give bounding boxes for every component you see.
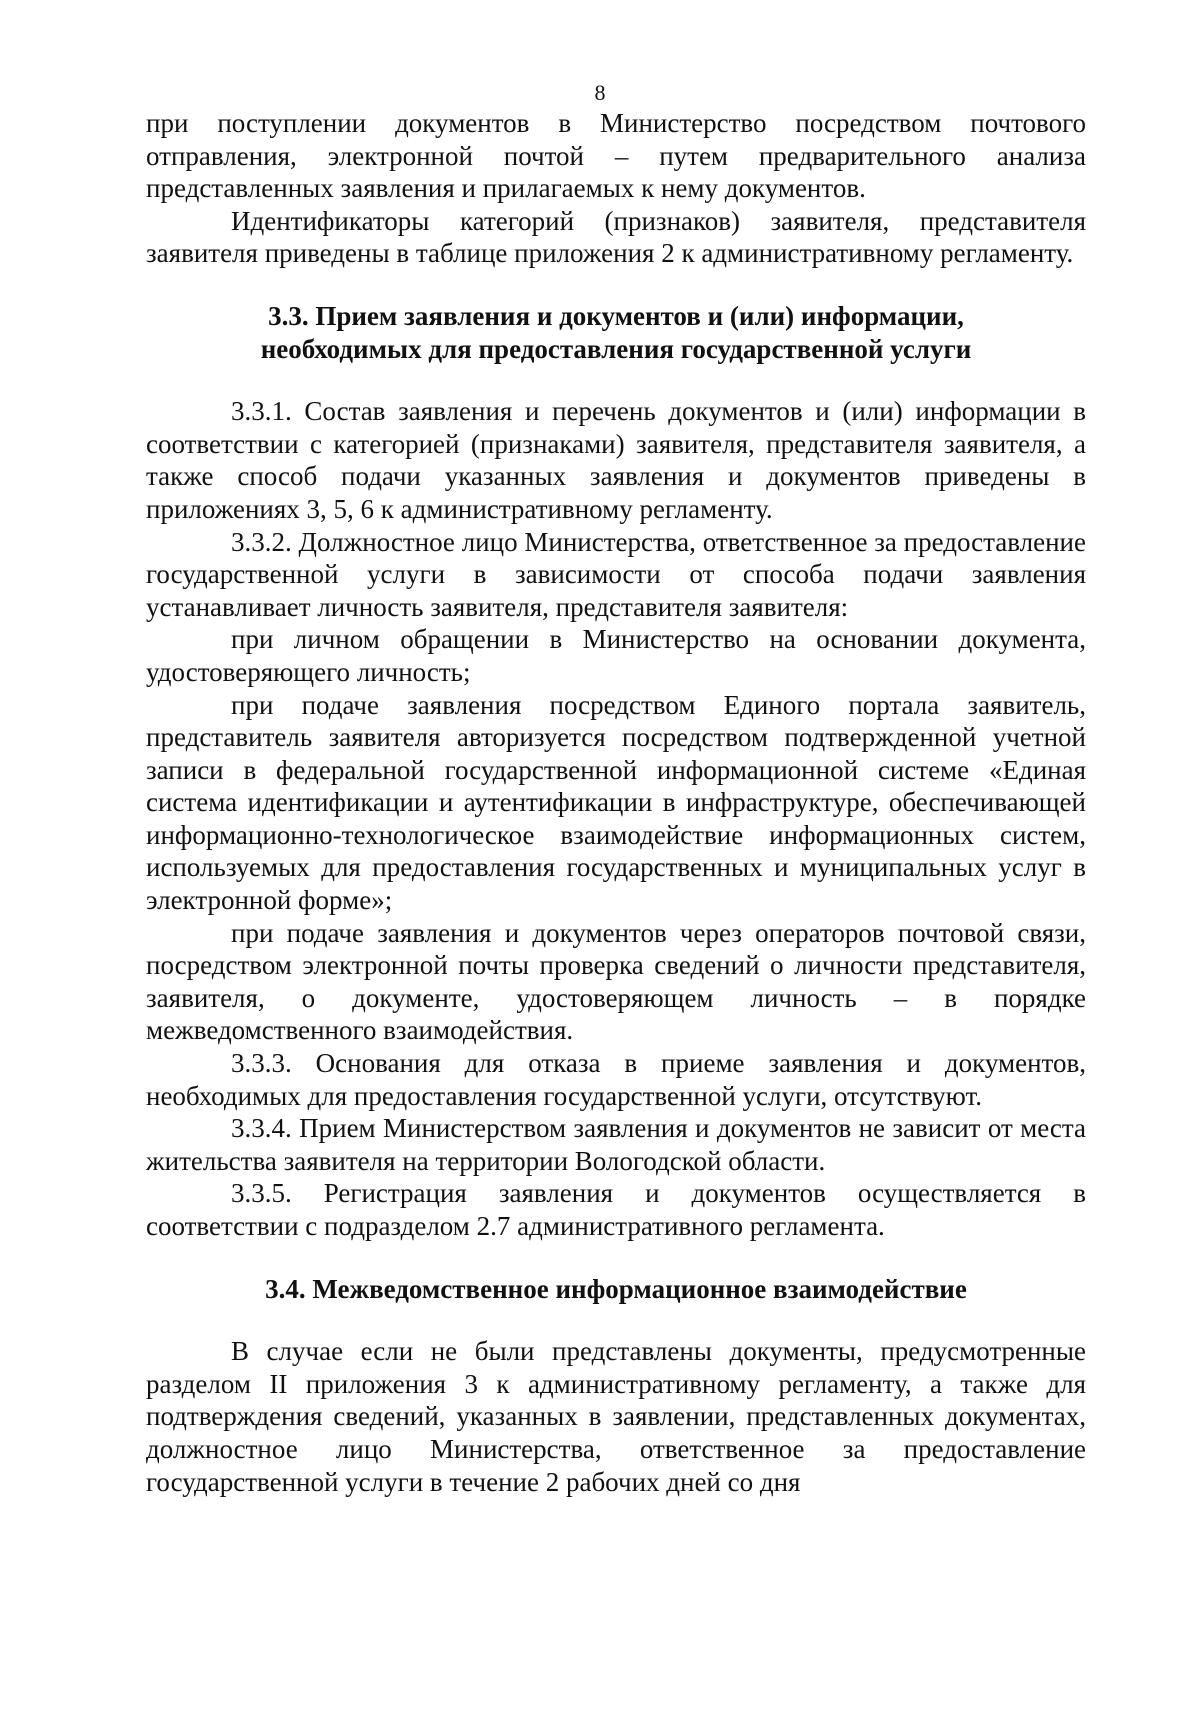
paragraph: при подаче заявления и документов через операторов почтовой связи, посредством электронной почты проверка сведений о личности представителя, заявителя, о документе, удостоверяющем личность – в порядке межведомственного взаимодействия. <box>146 917 1086 1046</box>
section-heading-3-3: 3.3. Прием заявления и документов и (или) информации, необходимых для предоставления государственной услуги <box>260 300 972 364</box>
paragraph: Идентификаторы категорий (признаков) заявителя, представителя заявителя приведены в таблице приложения 2 к административному регламенту. <box>146 205 1086 269</box>
document-body <box>146 107 1086 1498</box>
page-number: 8 <box>594 80 606 105</box>
paragraph: при поступлении документов в Министерство посредством почтового отправления, электронной почтой – путем предварительного анализа представленных заявления и прилагаемых к нему документов. <box>146 108 1086 204</box>
paragraph-3-3-2: 3.3.2. Должностное лицо Министерства, ответственное за предоставление государственной услуги в зависимости от способа подачи заявления устанавливает личность заявителя, представителя заявителя: <box>146 526 1086 622</box>
paragraph-3-3-5: 3.3.5. Регистрация заявления и документов осуществляется в соответствии с подразделом 2.7 административного регламента. <box>146 1178 1086 1241</box>
paragraph: при подаче заявления посредством Единого портала заявитель, представитель заявителя авторизуется посредством подтвержденной учетной записи в федеральной государственной информационной системе «Единая система идентификации и аутентификации в инфраструктуре, обеспечивающей информационно-технологическое взаимодействие информационных систем, используемых для предоставления государственных и муниципальных услуг в электронной форме»; <box>146 689 1086 916</box>
paragraph-3-3-4: 3.3.4. Прием Министерством заявления и документов не зависит от места жительства заявителя на территории Вологодской области. <box>146 1113 1086 1176</box>
paragraph-3-3-3: 3.3.3. Основания для отказа в приеме заявления и документов, необходимых для предоставления государственной услуги, отсутствуют. <box>146 1048 1086 1111</box>
paragraph: при личном обращении в Министерство на основании документа, удостоверяющего личность; <box>146 624 1086 687</box>
paragraph: В случае если не были представлены документы, предусмотренные разделом II приложения 3 к административному регламенту, а также для подтверждения сведений, указанных в заявлении, представленных документах, должностное лицо Министерства, ответственное за предоставление государственной услуги в течение 2 рабочих дней со дня <box>146 1336 1086 1497</box>
paragraph-3-3-1: 3.3.1. Состав заявления и перечень документов и (или) информации в соответствии с категорией (признаками) заявителя, представителя заявителя, а также способ подачи указанных заявления и документов приведены в приложениях 3, 5, 6 к административному регламенту. <box>146 396 1086 524</box>
section-heading-3-4: 3.4. Межведомственное информационное взаимодействие <box>265 1273 967 1304</box>
